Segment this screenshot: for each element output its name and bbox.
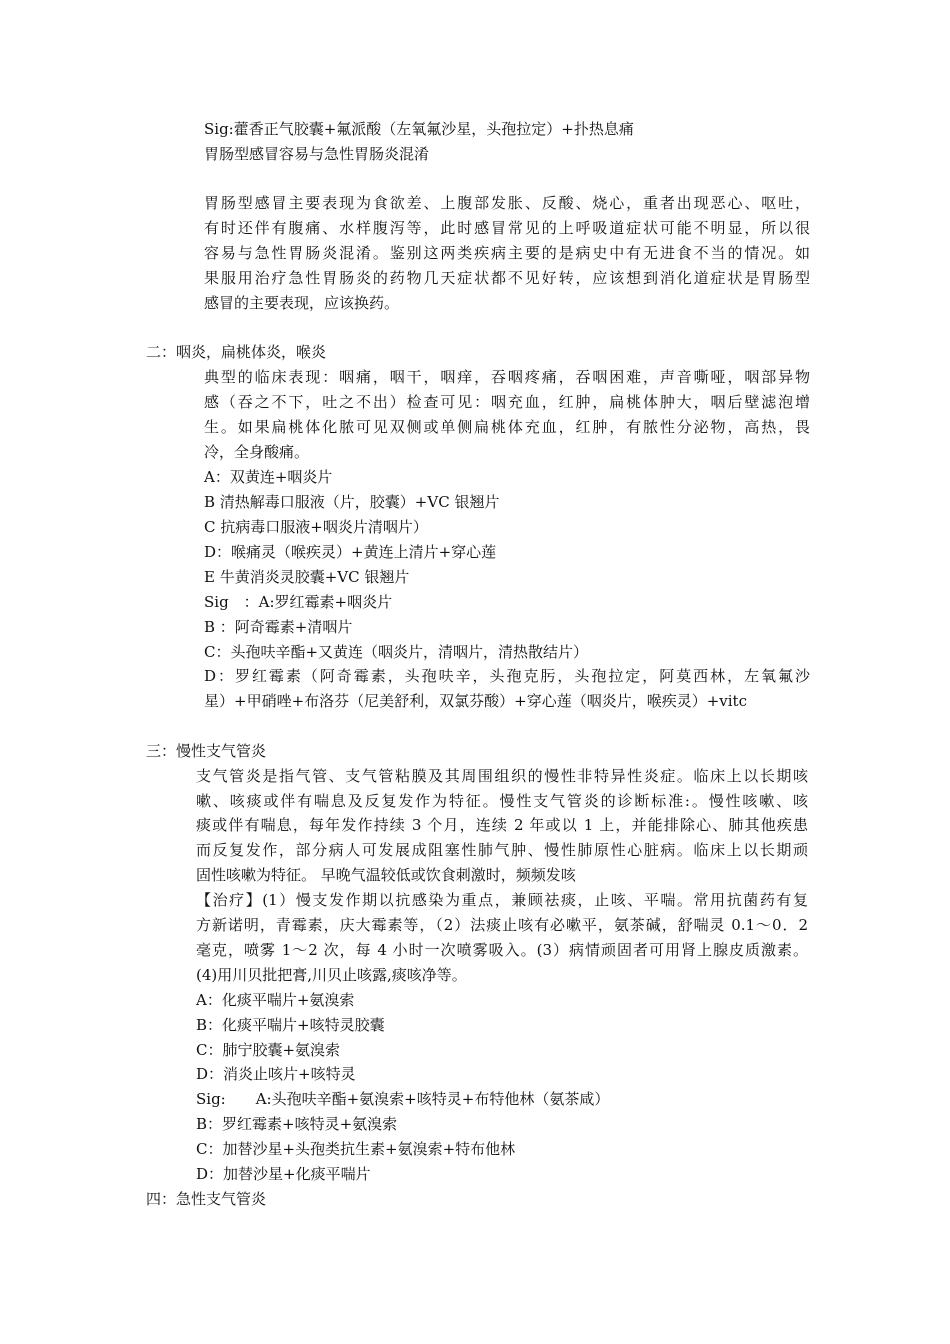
option-line: D：喉痛灵（喉疾灵）+黄连上清片+穿心莲 <box>204 543 497 561</box>
paragraph-line: 支气管炎是指气管、支气管粘膜及其周围组织的慢性非特异性炎症。临床上以长期咳 <box>196 767 808 785</box>
option-line: Sig ：A:罗红霉素+咽炎片 <box>204 593 393 611</box>
option-line: E 牛黄消炎灵胶囊+VC 银翘片 <box>204 568 410 586</box>
option-line: C 抗病毒口服液+咽炎片清咽片） <box>204 518 428 536</box>
option-line: Sig: A:头孢呋辛酯+氨溴索+咳特灵+布特他林（氨茶咸） <box>196 1090 610 1108</box>
paragraph-line: 感（吞之不下，吐之不出）检查可见：咽充血，红肿，扁桃体肿大，咽后壁滤泡增 <box>204 393 810 411</box>
note-title: 胃肠型感冒容易与急性胃肠炎混淆 <box>204 145 430 163</box>
treatment-line: 毫克，喷雾 1～2 次，每 4 小时一次喷雾吸入。(3）病情顽固者可用肾上腺皮质激素。 <box>196 941 808 959</box>
option-line: C：头孢呋辛酯+又黄连（咽炎片，清咽片，清热散结片） <box>204 643 589 661</box>
option-line: B 清热解毒口服液（片，胶囊）+VC 银翘片 <box>204 493 500 511</box>
option-line: 星）+甲硝唑+布洛芬（尼美舒利，双氯芬酸）+穿心莲（咽炎片，喉疾灵）+vitc <box>204 692 747 710</box>
option-line: A：双黄连+咽炎片 <box>204 468 333 486</box>
treatment-line: (4)用川贝批把膏,川贝止咳露,痰咳净等。 <box>196 966 467 984</box>
paragraph-line: 感冒的主要表现，应该换药。 <box>204 294 400 312</box>
option-line: A：化痰平喘片+氨溴索 <box>196 991 355 1009</box>
option-line: D：消炎止咳片+咳特灵 <box>196 1065 356 1083</box>
paragraph-line: 容易与急性胃肠炎混淆。鉴别这两类疾病主要的是病史中有无进食不当的情况。如 <box>204 244 810 262</box>
paragraph-line: 冷，全身酸痛。 <box>204 443 310 461</box>
option-line: D：罗红霉素（阿奇霉素，头孢呋辛，头孢克肟，头孢拉定，阿莫西林，左氧氟沙 <box>204 667 810 685</box>
paragraph-line: 胃肠型感冒主要表现为食欲差、上腹部发胀、反酸、烧心，重者出现恶心、呕吐， <box>204 194 810 212</box>
option-line: C：加替沙星+头孢类抗生素+氨溴索+特布他林 <box>196 1140 516 1158</box>
option-line: C：肺宁胶囊+氨溴索 <box>196 1041 341 1059</box>
option-line: D：加替沙星+化痰平喘片 <box>196 1165 371 1183</box>
option-line: B：罗红霉素+咳特灵+氨溴索 <box>196 1115 398 1133</box>
section-heading: 三：慢性支气管炎 <box>146 742 267 760</box>
section-heading: 二：咽炎，扁桃体炎，喉炎 <box>146 343 327 361</box>
paragraph-line: 有时还伴有腹痛、水样腹泻等，此时感冒常见的上呼吸道症状可能不明显，所以很 <box>204 219 810 237</box>
treatment-line: 方新诺明，青霉素，庆大霉素等，（2）法痰止咳有必嗽平，氨茶碱，舒喘灵 0.1～0．2 <box>196 916 808 934</box>
treatment-line: 【治疗】(1）慢支发作期以抗感染为重点，兼顾祛痰，止咳、平喘。常用抗菌药有复 <box>196 891 808 909</box>
paragraph-line: 嗽、咳痰或伴有喘息及反复发作为特征。慢性支气管炎的诊断标准:。慢性咳嗽、咳 <box>196 792 808 810</box>
paragraph-line: 果服用治疗急性胃肠炎的药物几天症状都不见好转，应该想到消化道症状是胃肠型 <box>204 269 810 287</box>
paragraph-line: 而反复发作，部分病人可发展成阻塞性肺气肿、慢性肺原性心脏病。临床上以长期顽 <box>196 841 808 859</box>
paragraph-line: 固性咳嗽为特征。 早晚气温较低或饮食刺激时，频频发咳 <box>196 866 576 884</box>
paragraph-line: 痰或伴有喘息，每年发作持续 3 个月，连续 2 年或以 1 上，并能排除心、肺其他疾患 <box>196 816 808 834</box>
section-heading: 四：急性支气管炎 <box>146 1190 267 1208</box>
paragraph-line: 生。如果扁桃体化脓可见双侧或单侧扁桃体充血，红肿，有脓性分泌物，高热，畏 <box>204 418 810 436</box>
sig-line: Sig:藿香正气胶囊+氟派酸（左氧氟沙星，头孢拉定）+扑热息痛 <box>204 120 634 138</box>
paragraph-line: 典型的临床表现：咽痛，咽干，咽痒，吞咽疼痛，吞咽困难，声音嘶哑，咽部异物 <box>204 368 810 386</box>
option-line: B：化痰平喘片+咳特灵胶囊 <box>196 1016 385 1034</box>
option-line: B ：阿奇霉素+清咽片 <box>204 618 353 636</box>
